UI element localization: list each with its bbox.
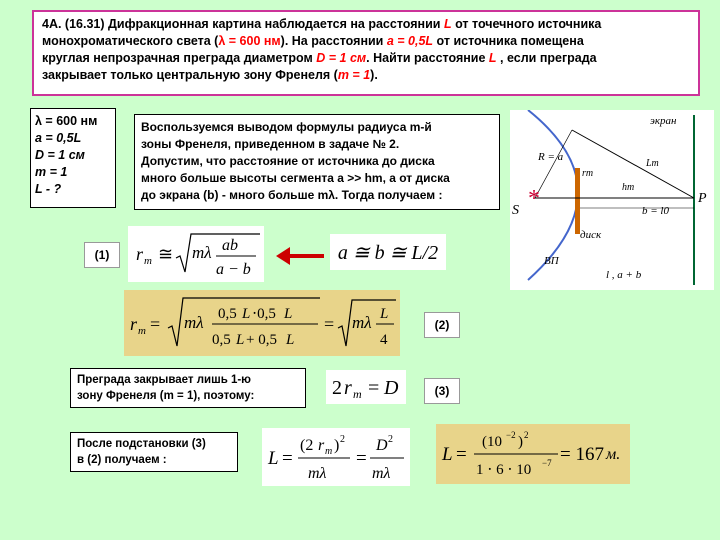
given-D: D = 1 см — [35, 148, 85, 162]
svg-text:4: 4 — [380, 332, 388, 348]
svg-text:): ) — [518, 434, 523, 450]
svg-text:=: = — [356, 448, 367, 469]
given-data — [30, 108, 116, 208]
formula-1 — [128, 226, 264, 282]
label-bottom: l , a + b — [606, 269, 642, 281]
label-P: P — [698, 191, 707, 206]
svg-text:2: 2 — [340, 434, 345, 445]
label-S: S — [512, 203, 519, 218]
svg-text:(2: (2 — [300, 437, 314, 454]
fresnel-diagram — [510, 110, 714, 290]
step4-text: После подстановки (3) в (2) получаем : — [70, 432, 238, 472]
svg-text:mλ: mλ — [372, 465, 391, 482]
svg-text:r: r — [136, 244, 144, 264]
label-screen: экран — [650, 115, 677, 127]
formula-3 — [326, 370, 406, 404]
svg-text:mλ: mλ — [184, 313, 204, 332]
radius-line — [535, 130, 572, 198]
label-hm: hm — [622, 182, 635, 193]
svg-text:): ) — [334, 437, 340, 454]
svg-text:2: 2 — [332, 377, 342, 399]
svg-text:r: r — [318, 437, 325, 454]
svg-text:mλ: mλ — [308, 465, 327, 482]
svg-text:mλ: mλ — [352, 313, 372, 332]
label-rm: rm — [582, 168, 594, 179]
label-Lm: Lm — [646, 158, 659, 169]
svg-text:=: = — [324, 314, 335, 334]
svg-text:0,5: 0,5 — [218, 306, 237, 322]
svg-text:1 ⋅ 6 ⋅ 10: 1 ⋅ 6 ⋅ 10 — [476, 462, 532, 478]
svg-text:L: L — [286, 332, 295, 348]
label-disk: диск — [580, 229, 602, 241]
problem-line-1: 4А. (16.31) Дифракционная картина наблюдается на расстоянии L от точечного источника — [42, 17, 602, 31]
svg-text:ab: ab — [222, 237, 238, 254]
svg-text:−2: −2 — [506, 430, 516, 440]
svg-text:≅: ≅ — [158, 244, 174, 264]
step3-text: Преграда закрывает лишь 1-ю зону Френеля (m = 1), поэтому: — [70, 368, 306, 408]
given-m: m = 1 — [35, 165, 68, 179]
svg-text:a − b: a − b — [216, 261, 251, 278]
problem-statement — [32, 10, 700, 96]
svg-text:=: = — [456, 444, 467, 465]
svg-text:L: L — [242, 306, 251, 322]
svg-text:−7: −7 — [542, 458, 552, 468]
svg-text:L: L — [380, 306, 389, 322]
svg-text:D: D — [376, 437, 388, 454]
eq1-label: (1) — [84, 242, 120, 268]
svg-text:m: m — [138, 325, 146, 337]
label-wavefront: ВП — [544, 255, 559, 267]
formula-2 — [124, 290, 400, 356]
svg-text:r: r — [344, 377, 352, 399]
svg-text:L: L — [236, 332, 245, 348]
label-R: R = a — [538, 151, 564, 163]
svg-text:2: 2 — [388, 434, 393, 445]
eq3-label: (3) — [424, 378, 460, 404]
svg-text:0,5: 0,5 — [212, 332, 231, 348]
svg-text:m: m — [353, 387, 362, 401]
svg-text:(10: (10 — [482, 434, 502, 450]
svg-text:L: L — [284, 306, 293, 322]
problem-line-3: круглая непрозрачная преграда диаметром D = 1 см. Найти расстояние L , если преграда — [42, 51, 597, 65]
svg-text:r: r — [130, 314, 138, 334]
explanation-text: Воспользуемся выводом формулы радиуса m-й зоны Френеля, приведенном в задаче № 2. Допустим, что расстояние от источника до диска много больше высоты сегмента a >> hm, а от диска до экрана (b) - много больше mλ. Тогда получаем : — [134, 114, 500, 210]
problem-line-2: монохроматического света (λ = 600 нм). На расстоянии a = 0,5L от источника помещена — [42, 34, 584, 48]
svg-text:2: 2 — [524, 430, 529, 440]
svg-text:+ 0,5: + 0,5 — [246, 332, 277, 348]
svg-text:D: D — [384, 377, 399, 399]
svg-text:m: m — [325, 446, 333, 457]
left-arrow-icon — [276, 244, 326, 268]
disk-rect — [575, 168, 580, 234]
given-L: L - ? — [35, 182, 62, 196]
svg-text:⋅0,5: ⋅0,5 — [252, 306, 276, 322]
approx-formula: a ≅ b ≅ L/2 — [330, 234, 446, 270]
svg-text:=: = — [282, 448, 293, 469]
formula-result — [436, 424, 630, 484]
svg-text:= 167: = 167 — [560, 444, 604, 465]
svg-text:mλ: mλ — [192, 243, 212, 262]
result-unit: м. — [606, 446, 621, 463]
label-b: b = l0 — [642, 205, 669, 217]
problem-line-4: закрывает только центральную зону Френеля (m = 1). — [42, 68, 378, 82]
svg-text:L: L — [268, 448, 279, 469]
eq2-label: (2) — [424, 312, 460, 338]
svg-text:L: L — [442, 444, 453, 465]
fresnel-diagram-svg — [510, 110, 714, 290]
svg-text:=: = — [150, 314, 161, 334]
svg-text:=: = — [368, 377, 380, 399]
given-lambda: λ = 600 нм — [35, 114, 98, 128]
svg-text:m: m — [144, 255, 152, 267]
given-a: a = 0,5L — [35, 131, 82, 145]
source-star-icon: * — [528, 186, 540, 212]
formula-4 — [262, 428, 410, 486]
